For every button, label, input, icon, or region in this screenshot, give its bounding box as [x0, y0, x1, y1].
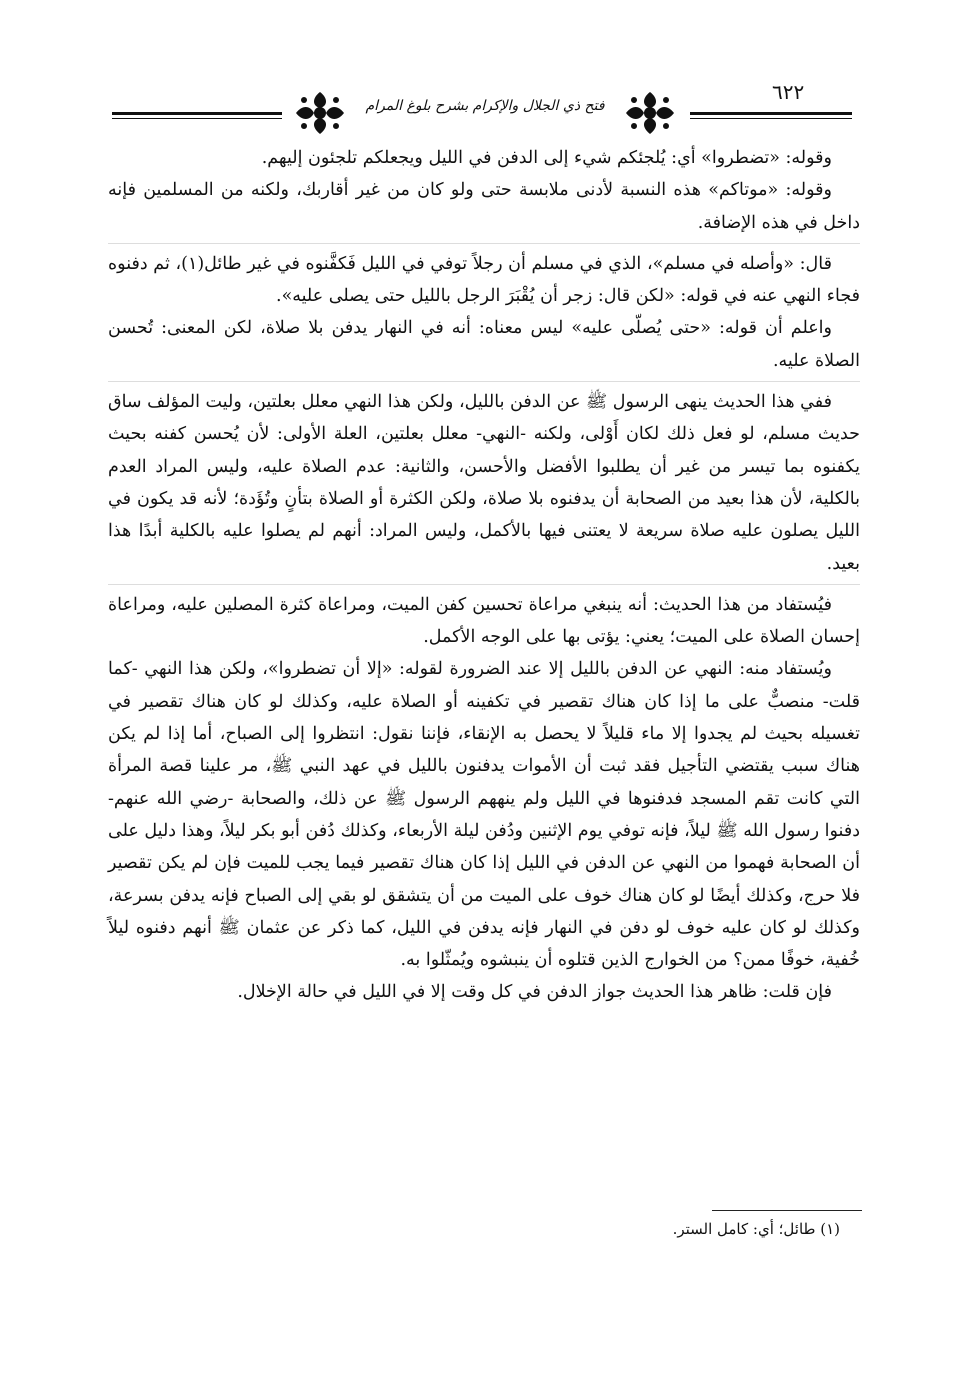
- running-title: فتح ذي الجلال والإكرام بشرح بلوغ المرام: [365, 98, 605, 114]
- paragraph: فيُستفاد من هذا الحديث: أنه ينبغي مراعاة تحسين كفن الميت، ومراعاة كثرة المصلين عليه، ومراعاة إحسان الصلاة على الميت؛ يعني: يؤتى بها على الوجه الأكمل.: [108, 594, 860, 648]
- ornament-right-icon: [620, 88, 680, 138]
- page-header: [112, 80, 852, 140]
- paragraph: وقوله: «تضطروا» أي: يُلجئكم شيء إلى الدفن في الليل ويجعلكم تلجئون إليهم.: [261, 148, 832, 168]
- page-number: ٦٢٢: [772, 80, 805, 104]
- paragraph: ففي هذا الحديث ينهى الرسول ﷺ عن الدفن بالليل، ولكن هذا النهي معلل بعلتين، وليت المؤلف ساق حديث مسلم، لو فعل ذلك لكان أَوْلى، ولكنه -النهي- معلل بعلتين، العلة الأولى: لأن يُحسن كفنه بحيث يكفنوه بما تيسر من غير أن يطلبوا الأفضل والأحسن، والثانية: عدم الصلاة عليه، وليس المراد العدم بالكلية، لأن هذا بعيد من الصحابة أن يدفنوه بلا صلاة، ولكن الكثرة أو الصلاة بتأنٍ وتُؤَدة؛ لأنه قد يكون في الليل يصلون عليه صلاة سريعة لا يعتنى فيها بالأكمل، وليس المراد: أنهم لم يصلوا عليه بالكلية أبدًا هذا بعيد.: [108, 392, 860, 574]
- footnote-rule: [712, 1210, 862, 1211]
- footnote: (١) طائل؛ أي: كامل الستر.: [672, 1220, 840, 1238]
- body-text: [108, 142, 860, 1009]
- paragraph-divider: [108, 381, 860, 382]
- paragraph-divider: [108, 243, 860, 244]
- paragraph-divider: [108, 584, 860, 585]
- paragraph: واعلم أن قوله: «حتى يُصلّى عليه» ليس معناه: أنه في النهار يدفن بلا صلاة، لكن المعنى: تُحسن الصلاة عليه.: [108, 318, 860, 371]
- header-rule-right: [690, 112, 852, 115]
- header-rule-left: [112, 112, 282, 115]
- paragraph: وقوله: «موتاكم» هذه النسبة لأدنى ملابسة حتى ولو كان من غير أقاربك، ولكنه من المسلمين فإنه داخل في هذه الإضافة.: [108, 180, 860, 233]
- paragraph: فإن قلت: ظاهر هذا الحديث جواز الدفن في كل وقت إلا في الليل في حالة الإخلال.: [237, 982, 832, 1003]
- ornament-left-icon: [290, 88, 350, 138]
- paragraph: ويُستفاد منه: النهي عن الدفن بالليل إلا عند الضرورة لقوله: «إلا أن تضطروا»، ولكن هذا النهي -كما قلت- منصبٌّ على ما إذا كان هناك تقصير في تكفينه أو الصلاة عليه، وكذلك لو كان هناك تقصير في تغسيله بحيث لم يجدوا إلا ماء قليلاً لا يحصل به الإنقاء، فإننا نقول: انتظروا إلى الصباح، أما إذا لم يكن هناك سبب يقتضي التأجيل فقد ثبت أن الأموات يدفنون بالليل في عهد النبي ﷺ، مر علينا قصة المرأة التي كانت تقم المسجد فدفنوها في الليل ولم ينههم الرسول ﷺ عن ذلك، والصحابة -رضي الله عنهم- دفنوا رسول الله ﷺ ليلاً، فإنه توفي يوم الإثنين ودُفن ليلة الأربعاء، وكذلك دُفن أبو بكر ليلاً، وهذا دليل على أن الصحابة فهموا من النهي عن الدفن في الليل إذا كان هناك تقصير فيما يجب للميت فإن لم يكن تقصير فلا حرج، وكذلك أيضًا لو كان هناك خوف على الميت من أن يتشقق لو بقي إلى الصباح فإنه يدفن بسرعة، وكذلك لو كان عليه خوف لو دفن في النهار فإنه يدفن في الليل، كما ذكر عن عثمان ﷺ أنهم دفنوه ليلاً خُفية، خوفًا ممن؟ من الخوارج الذين قتلوه أن ينبشوه ويُمثّلوا به.: [108, 659, 860, 971]
- paragraph: قال: «وأصله في مسلم»، الذي في مسلم أن رجلاً توفي في الليل فَكفَّنوه في غير طائل(١)، ثم دفنوه فجاء النهي عنه في قوله: «لكن قال: زجر أن يُقْبَرَ الرجل بالليل حتى يصلى عليه».: [108, 253, 860, 307]
